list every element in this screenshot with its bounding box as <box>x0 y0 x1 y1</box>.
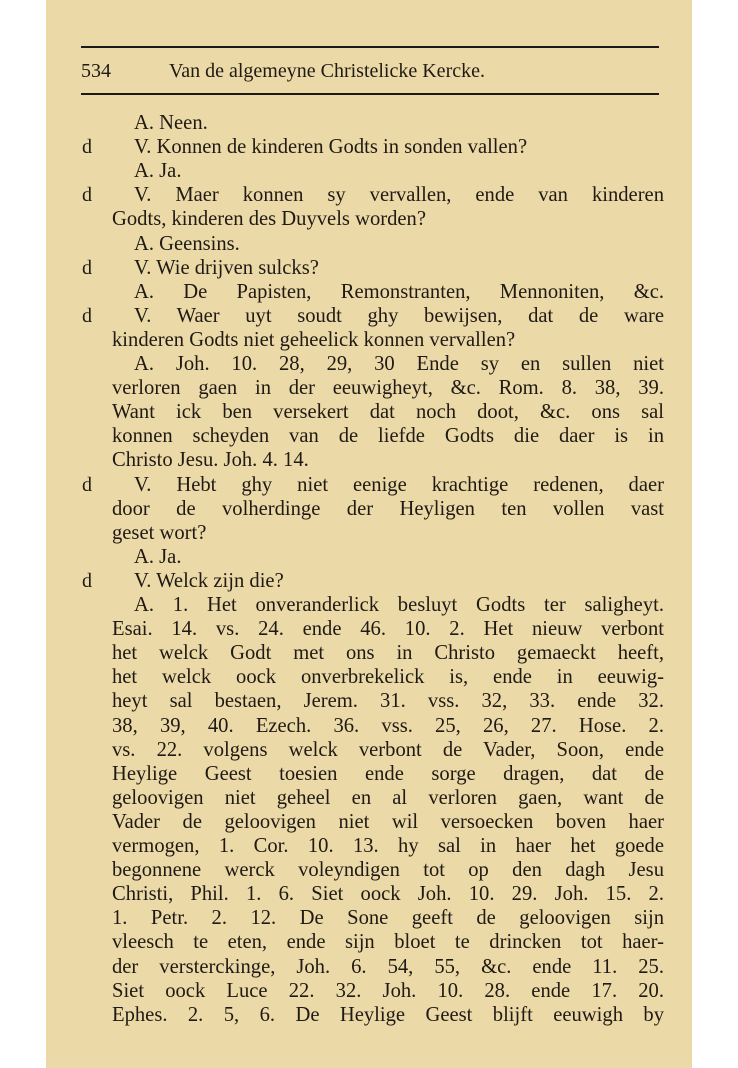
text-line: Want ick ben versekert dat noch doot, &c. ons sal <box>112 401 664 424</box>
text-line: der versterckinge, Joh. 6. 54, 55, &c. ende 11. 25. <box>112 955 664 978</box>
header-rule-bottom <box>81 93 659 95</box>
text-line: Esai. 14. vs. 24. ende 46. 10. 2. Het nieuw verbont <box>112 618 664 641</box>
text-line: begonnene werck voleyndigen tot op den dagh Jesu <box>112 859 664 882</box>
text-line: V. Konnen de kinderen Godts in sonden vallen? <box>134 136 528 159</box>
margin-note: d <box>82 569 92 592</box>
text-line: Christo Jesu. Joh. 4. 14. <box>112 449 309 472</box>
running-title: Van de algemeyne Christelicke Kercke. <box>169 60 485 82</box>
text-line: geset wort? <box>112 521 207 544</box>
text-line: A. Geensins. <box>134 232 240 255</box>
text-line: A. 1. Het onveranderlick besluyt Godts ter saligheyt. <box>134 594 664 616</box>
text-line: konnen scheyden van de liefde Godts die daer is in <box>112 425 664 448</box>
text-line: Heylige Geest toesien ende sorge dragen, dat de <box>112 762 664 785</box>
text-line: vermogen, 1. Cor. 10. 13. hy sal in haer het goede <box>112 835 664 857</box>
text-line: A. De Papisten, Remonstranten, Mennoniten, &c. <box>134 280 664 303</box>
text-line: Christi, Phil. 1. 6. Siet oock Joh. 10. 29. Joh. 15. 2. <box>112 883 664 906</box>
text-line: 38, 39, 40. Ezech. 36. vss. 25, 26, 27. Hose. 2. <box>112 714 664 737</box>
text-line: V. Welck zijn die? <box>134 569 284 592</box>
text-line: V. Waer uyt soudt ghy bewijsen, dat de ware <box>134 304 664 327</box>
text-line: kinderen Godts niet geheelick konnen vervallen? <box>112 328 516 351</box>
text-line: Vader de geloovigen niet wil versoecken boven haer <box>112 810 664 833</box>
text-line: A. Neen. <box>134 112 208 134</box>
header-rule-top <box>81 46 659 48</box>
text-line: heyt sal bestaen, Jerem. 31. vss. 32, 33. ende 32. <box>112 690 664 713</box>
text-line: A. Ja. <box>134 545 182 568</box>
text-line: V. Maer konnen sy vervallen, ende van kinderen <box>134 184 664 207</box>
text-line: V. Wie drijven sulcks? <box>134 256 319 279</box>
margin-note: d <box>82 256 92 279</box>
text-line: het welck oock onverbrekelick is, ende in eeuwig- <box>112 666 664 689</box>
text-line: door de volherdinge der Heyligen ten vollen vast <box>112 497 664 520</box>
running-header <box>81 60 659 88</box>
text-line: Godts, kinderen des Duyvels worden? <box>112 208 426 231</box>
margin-note: d <box>82 304 92 327</box>
text-line: A. Ja. <box>134 160 182 183</box>
margin-note: d <box>82 184 92 207</box>
text-line: vleesch te eten, ende sijn bloet te drincken tot haer- <box>112 931 664 954</box>
text-line: Siet oock Luce 22. 32. Joh. 10. 28. ende 17. 20. <box>112 979 664 1002</box>
page-number: 534 <box>81 60 111 82</box>
text-line: vs. 22. volgens welck verbont de Vader, Soon, ende <box>112 738 664 761</box>
text-line: 1. Petr. 2. 12. De Sone geeft de geloovigen sijn <box>112 907 664 930</box>
margin-note: d <box>82 136 92 159</box>
text-line: verloren gaen in der eeuwigheyt, &c. Rom. 8. 38, 39. <box>112 377 664 400</box>
text-line: V. Hebt ghy niet eenige krachtige redenen, daer <box>134 473 664 496</box>
text-line: Ephes. 2. 5, 6. De Heylige Geest blijft eeuwigh by <box>112 1003 664 1026</box>
text-line: geloovigen niet geheel en al verloren gaen, want de <box>112 786 664 809</box>
margin-note: d <box>82 473 92 496</box>
text-line: A. Joh. 10. 28, 29, 30 Ende sy en sullen niet <box>134 353 664 375</box>
text-line: het welck Godt met ons in Christo gemaeckt heeft, <box>112 642 664 665</box>
